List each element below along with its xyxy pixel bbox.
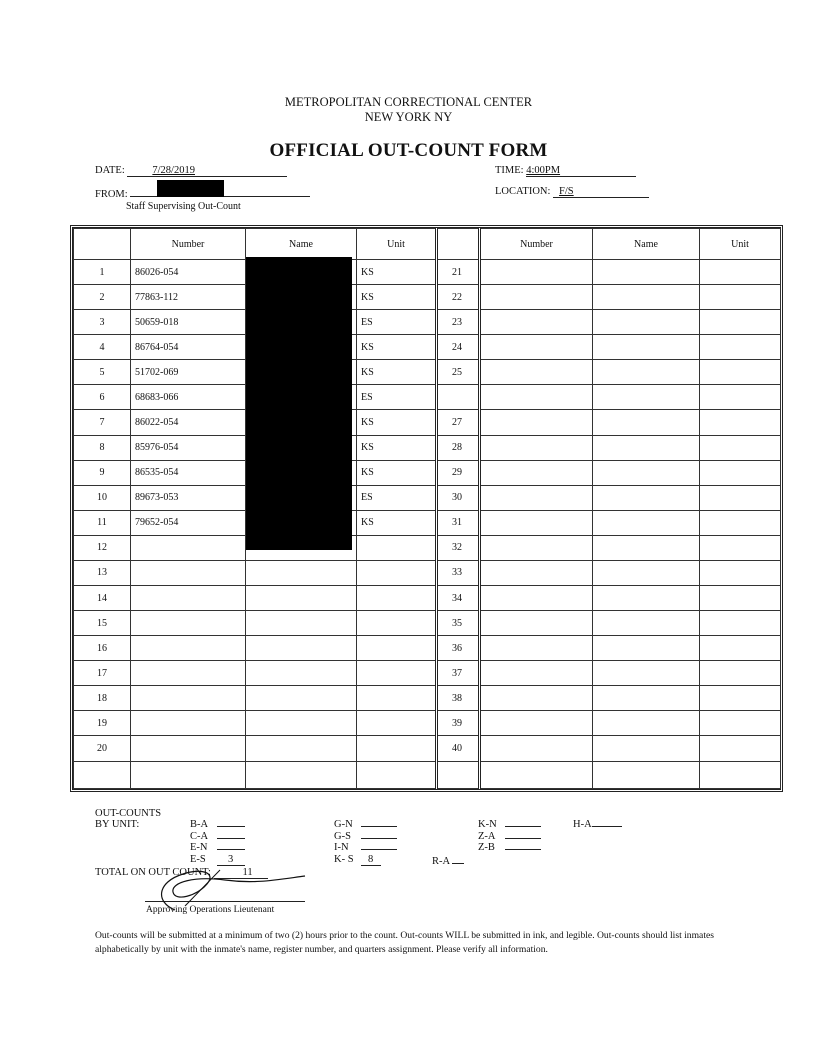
unit-count: E-N [190,842,245,854]
row-name-right [593,260,700,285]
row-unit-right [700,510,781,535]
outcounts-col2 [334,819,397,866]
header-index-right [437,229,480,260]
from-caption: Staff Supervising Out-Count [126,201,241,212]
row-index-right: 29 [437,460,480,485]
approver-caption: Approving Operations Lieutenant [146,905,275,915]
row-index-right: 25 [437,360,480,385]
row-index-right: 31 [437,510,480,535]
row-index-right: 28 [437,435,480,460]
row-unit-right [700,560,781,585]
row-unit-right [700,761,781,788]
row-name-right [593,711,700,736]
header-number-right: Number [480,229,593,260]
ha-field: H-A [573,819,622,830]
row-unit-right [700,285,781,310]
row-unit: KS [357,335,437,360]
row-number [131,611,246,636]
row-unit: ES [357,485,437,510]
outcounts-col1 [190,819,245,866]
row-name [246,686,357,711]
row-index-right: 37 [437,661,480,686]
row-index: 10 [74,485,131,510]
unit-count: G-S [334,831,397,843]
unit-count: Z-A [478,831,541,843]
row-index: 9 [74,460,131,485]
row-index: 4 [74,335,131,360]
redacted-staff-name [157,180,224,197]
row-name-right [593,586,700,611]
from-label: FROM: [95,189,128,200]
table-row [74,335,781,360]
row-name-right [593,661,700,686]
date-field [95,165,287,177]
row-unit-right [700,711,781,736]
table-row [74,560,781,585]
row-unit: KS [357,510,437,535]
institution-name: METROPOLITAN CORRECTIONAL CENTER [284,95,533,109]
table-row [74,661,781,686]
row-index-right: 33 [437,560,480,585]
table-row [74,611,781,636]
table-row [74,460,781,485]
row-unit: KS [357,260,437,285]
row-unit-right [700,260,781,285]
row-number: 86026-054 [131,260,246,285]
row-name [246,661,357,686]
row-unit-right [700,636,781,661]
row-index-right: 24 [437,335,480,360]
row-unit-right [700,335,781,360]
unit-count: Z-B [478,842,541,854]
row-number-right [480,260,593,285]
row-index: 3 [74,310,131,335]
row-index: 12 [74,535,131,560]
row-number-right [480,310,593,335]
location-label: LOCATION: [495,186,551,197]
row-name-right [593,761,700,788]
row-index [74,761,131,788]
row-name [246,560,357,585]
unit-count: K- S 8 [334,854,397,867]
table-row [74,636,781,661]
row-unit-right [700,410,781,435]
row-index-right: 39 [437,711,480,736]
row-name-right [593,335,700,360]
row-number-right [480,485,593,510]
row-index-right: 34 [437,586,480,611]
total-value: 11 [214,867,268,879]
table-row [74,535,781,560]
row-name-right [593,611,700,636]
row-unit: KS [357,410,437,435]
table-row [74,285,781,310]
header-unit-right: Unit [700,229,781,260]
outcounts-label: OUT-COUNTS [95,808,162,819]
row-name-right [593,435,700,460]
row-name [246,761,357,788]
time-value: 4:00PM [526,165,561,176]
row-unit: ES [357,385,437,410]
row-unit-right [700,586,781,611]
row-unit [357,711,437,736]
institution-city: NEW YORK NY [364,110,453,124]
row-index: 6 [74,385,131,410]
table-row [74,260,781,285]
header-unit-left: Unit [357,229,437,260]
row-unit [357,611,437,636]
footer-note: Out-counts will be submitted at a minimum of two (2) hours prior to the count. Out-counts WILL be submitted in ink, and legible. Out-counts should list inmates alphabetically by unit with the inmate's name, register number, and quarters assignment. Please verify all information. [95,930,714,955]
table-row [74,410,781,435]
row-index: 16 [74,636,131,661]
row-number [131,535,246,560]
row-name [246,736,357,761]
row-index-right: 27 [437,410,480,435]
row-number-right [480,285,593,310]
row-number-right [480,611,593,636]
row-number-right [480,761,593,788]
row-number: 86535-054 [131,460,246,485]
row-name-right [593,636,700,661]
row-name-right [593,510,700,535]
row-name-right [593,410,700,435]
row-number: 89673-053 [131,485,246,510]
row-number-right [480,636,593,661]
row-unit: ES [357,310,437,335]
row-index: 18 [74,686,131,711]
redacted-names [246,257,352,550]
table-row [74,485,781,510]
row-name [246,711,357,736]
row-number-right [480,686,593,711]
row-number: 77863-112 [131,285,246,310]
row-number: 50659-018 [131,310,246,335]
row-number [131,711,246,736]
row-index-right [437,761,480,788]
unit-count: G-N [334,819,397,831]
row-index: 20 [74,736,131,761]
date-label: DATE: [95,165,125,176]
row-index-right: 32 [437,535,480,560]
unit-count: C-A [190,831,245,843]
row-index: 8 [74,435,131,460]
unit-count: E-S 3 [190,854,245,867]
row-index-right: 35 [437,611,480,636]
row-number-right [480,661,593,686]
row-unit-right [700,360,781,385]
row-unit: KS [357,360,437,385]
row-index: 15 [74,611,131,636]
row-index-right: 36 [437,636,480,661]
row-name-right [593,560,700,585]
out-count-table [70,225,783,792]
row-unit-right [700,385,781,410]
row-name-right [593,385,700,410]
location-field [495,186,649,198]
header-name-right: Name [593,229,700,260]
row-unit-right [700,435,781,460]
row-unit-right [700,310,781,335]
row-number [131,661,246,686]
row-name-right [593,535,700,560]
table-row [74,435,781,460]
row-index: 5 [74,360,131,385]
row-index: 7 [74,410,131,435]
row-index: 13 [74,560,131,585]
unit-count: K-N [478,819,541,831]
row-unit [357,636,437,661]
row-number: 86764-054 [131,335,246,360]
row-number [131,736,246,761]
row-number-right [480,460,593,485]
row-unit-right [700,535,781,560]
row-number-right [480,435,593,460]
row-name [246,636,357,661]
row-unit-right [700,485,781,510]
byunit-label: BY UNIT: [95,819,140,830]
row-unit-right [700,736,781,761]
row-index: 2 [74,285,131,310]
row-number [131,636,246,661]
row-unit-right [700,661,781,686]
row-index: 11 [74,510,131,535]
row-unit-right [700,611,781,636]
row-index-right: 30 [437,485,480,510]
row-unit [357,560,437,585]
row-number: 86022-054 [131,410,246,435]
row-unit [357,686,437,711]
row-number-right [480,510,593,535]
table-row [74,761,781,788]
header-index [74,229,131,260]
row-unit [357,736,437,761]
total-label: TOTAL ON OUT COUNT: [95,867,211,878]
unit-count: I-N [334,842,397,854]
time-label: TIME: [495,165,524,176]
row-unit-right [700,686,781,711]
row-index-right: 38 [437,686,480,711]
row-index: 1 [74,260,131,285]
row-unit: KS [357,460,437,485]
date-value: 7/28/2019 [152,165,195,176]
table-row [74,586,781,611]
row-number [131,761,246,788]
row-unit [357,661,437,686]
row-name [246,586,357,611]
ra-field: R-A [432,856,464,867]
row-name-right [593,285,700,310]
table-row [74,510,781,535]
time-field [495,165,636,177]
row-number-right [480,586,593,611]
row-number-right [480,736,593,761]
row-number-right [480,560,593,585]
row-index-right: 23 [437,310,480,335]
row-name [246,611,357,636]
row-number: 85976-054 [131,435,246,460]
row-number-right [480,711,593,736]
row-index: 17 [74,661,131,686]
table-row [74,360,781,385]
table-row [74,711,781,736]
row-name-right [593,460,700,485]
row-name-right [593,485,700,510]
header-number-left: Number [131,229,246,260]
row-number-right [480,335,593,360]
row-name-right [593,360,700,385]
row-unit: KS [357,435,437,460]
row-unit [357,535,437,560]
table-row [74,310,781,335]
row-index-right: 22 [437,285,480,310]
header-name-left: Name [246,229,357,260]
row-index-right [437,385,480,410]
location-value: F/S [559,186,574,197]
row-number-right [480,410,593,435]
row-number-right [480,535,593,560]
unit-count: B-A [190,819,245,831]
form-title: OFFICIAL OUT-COUNT FORM [269,140,548,161]
row-unit: KS [357,285,437,310]
table-header-row [74,229,781,260]
row-number [131,686,246,711]
row-number: 51702-069 [131,360,246,385]
row-number-right [480,385,593,410]
row-number [131,586,246,611]
row-index: 19 [74,711,131,736]
table-row [74,686,781,711]
table-row [74,736,781,761]
row-name-right [593,686,700,711]
row-name-right [593,310,700,335]
row-index-right: 21 [437,260,480,285]
row-number: 68683-066 [131,385,246,410]
row-unit [357,586,437,611]
row-index: 14 [74,586,131,611]
row-unit-right [700,460,781,485]
row-name-right [593,736,700,761]
row-index-right: 40 [437,736,480,761]
row-unit [357,761,437,788]
row-number: 79652-054 [131,510,246,535]
table-row [74,385,781,410]
row-number [131,560,246,585]
outcounts-col3 [478,819,541,854]
row-number-right [480,360,593,385]
